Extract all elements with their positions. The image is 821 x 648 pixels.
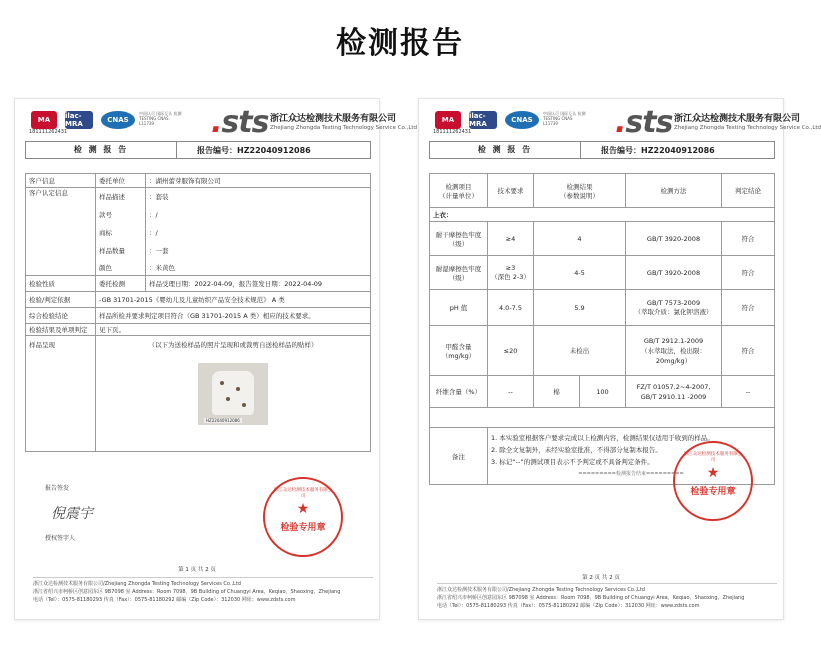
requirement-cell: ≥4 xyxy=(488,222,534,256)
fiber-name-cell: 棉 xyxy=(534,376,580,408)
photo-note: （以下为送检样品的照片呈现和或裁剪自送检样品的贴样） xyxy=(148,341,318,349)
footer-line: 浙江省绍兴市柯桥区创意园东区 9B7098 室 Address：Room 7098，9B Building of Chuangyi Area，Keqiao，Shaoxing，Zhejiang xyxy=(437,595,745,601)
row-key xyxy=(26,260,96,276)
table-row xyxy=(430,256,775,290)
report-title-bar xyxy=(25,141,371,159)
verdict-cell: 符合 xyxy=(722,290,775,326)
table-row xyxy=(430,326,775,376)
row-value: ：套装 xyxy=(146,188,371,206)
row-value: ：米黄色 xyxy=(146,260,371,276)
cma-cert-number: 181111262431 xyxy=(433,129,472,135)
result-cell: 4-5 xyxy=(534,256,626,290)
report-header xyxy=(25,105,418,143)
requirement-cell: -- xyxy=(488,376,534,408)
report-page-1 xyxy=(14,98,418,620)
company-name-en: Zhejiang Zhongda Testing Technology Service Co.,Ltd xyxy=(270,125,418,131)
sts-logo: .sts xyxy=(211,105,269,140)
requirement-cell: 4.0-7.5 xyxy=(488,290,534,326)
photo-label: 样品呈现 xyxy=(26,336,96,452)
ilac-logo-icon: ilac-MRA xyxy=(469,111,497,129)
verdict-cell: 符合 xyxy=(722,222,775,256)
row-field: 颜色 xyxy=(96,260,146,276)
photo-caption: HZ22040912086 xyxy=(206,418,240,423)
table-row xyxy=(430,376,775,408)
remark-label: 备注 xyxy=(430,428,488,485)
table-row xyxy=(430,290,775,326)
print-dot xyxy=(226,397,230,401)
table-row xyxy=(26,174,371,188)
page-number: 第 1 页 共 2 页 xyxy=(178,567,216,573)
conclusion-label: 综合检验结论 xyxy=(26,308,96,324)
signature-image: 倪震宇 xyxy=(51,506,93,522)
report-label: 检 测 报 告 xyxy=(430,142,581,158)
method-cell: GB/T 7573-2009 （萃取介质：氯化钾溶液） xyxy=(626,290,722,326)
result-value: 见下页。 xyxy=(96,324,371,336)
result-cell: 5.9 xyxy=(534,290,626,326)
table-row xyxy=(26,336,371,452)
table-row xyxy=(26,188,371,206)
row-key: 客户信息 xyxy=(26,174,96,188)
table-row xyxy=(26,292,371,308)
print-dot xyxy=(220,381,224,385)
cnas-logo-icon: CNAS xyxy=(505,111,539,129)
fiber-value-cell: 100 xyxy=(580,376,626,408)
sts-logo: .sts xyxy=(615,105,673,140)
table-row xyxy=(26,324,371,336)
result-label: 检验结果及单项判定 xyxy=(26,324,96,336)
method-cell: FZ/T 01057.2~4-2007, GB/T 2910.11 -2009 xyxy=(626,376,722,408)
remark-line: 3. 标记“--”的测试项目表示不予判定或不具备判定条件。 xyxy=(491,458,654,466)
row-value: ：一套 xyxy=(146,242,371,260)
verdict-cell: 符合 xyxy=(722,256,775,290)
print-dot xyxy=(236,387,240,391)
footer xyxy=(33,577,373,604)
company-name-cn: 浙江众达检测技术服务有限公司 xyxy=(674,114,801,124)
nature-label: 检验性质 xyxy=(26,276,96,292)
requirement-cell: ≥3 （深色 2-3） xyxy=(488,256,534,290)
footer-line: 电话（Tel）：0575-81180293 传真（Fax）：0575-81180292 邮编（Zip Code）：312030 网址：www.zdsts.com xyxy=(33,597,296,603)
report-header xyxy=(429,105,821,143)
verdict-cell: 符合 xyxy=(722,326,775,376)
sign-label: 报告签发 xyxy=(45,485,70,492)
signer-label: 授权签字人 xyxy=(45,535,76,542)
report-title-bar xyxy=(429,141,775,159)
table-header-row xyxy=(430,174,775,208)
item-cell: 纤维含量（%） xyxy=(430,376,488,408)
page-title: 检测报告 xyxy=(336,26,464,61)
item-cell: 甲醛含量 （mg/kg） xyxy=(430,326,488,376)
garment-image xyxy=(212,371,254,415)
verdict-cell: -- xyxy=(722,376,775,408)
official-seal-stamp: 浙江众达检测技术服务有限公司 ★ 检验专用章 xyxy=(673,441,753,521)
method-cell: GB/T 3920-2008 xyxy=(626,256,722,290)
photo-cell xyxy=(96,336,371,452)
report-page-2 xyxy=(418,98,821,620)
table-row xyxy=(26,308,371,324)
company-name-en: Zhejiang Zhongda Testing Technology Service Co.,Ltd xyxy=(674,125,821,131)
row-value: ：/ xyxy=(146,206,371,224)
sample-photo xyxy=(198,363,268,425)
report-info-table xyxy=(25,173,371,452)
report-end-line: =========检测报告结束========= xyxy=(578,471,684,477)
item-cell: pH 值 xyxy=(430,290,488,326)
conclusion-value: 样品所检并要求判定项目符合（GB 31701-2015 A 类）相应的技术要求。 xyxy=(96,308,371,324)
table-row xyxy=(26,276,371,292)
table-row xyxy=(26,224,371,242)
result-cell: 未检出 xyxy=(534,326,626,376)
footer-line: 电话（Tel）：0575-81180293 传真（Fax）：0575-81180292 邮编（Zip Code）：312030 网址：www.zdsts.com xyxy=(437,603,700,609)
row-field: 样品数量 xyxy=(99,247,125,255)
cma-logo-icon: MA xyxy=(31,111,57,129)
cnas-logo-icon: CNAS xyxy=(101,111,135,129)
column-header: 技术要求 xyxy=(488,174,534,208)
row-value: ：湖州蕾芽服饰有限公司 xyxy=(146,174,371,188)
remark-line: 2. 除全文复制外，未经实验室批准，不得部分复制本报告。 xyxy=(491,446,662,454)
cnas-text: 中国认可 国际互认 检测 TESTING CNAS L11739 xyxy=(543,111,586,126)
report-number: 报告编号：HZ22040912086 xyxy=(197,145,311,155)
footer-line: 浙江众达检测技术服务有限公司/Zhejiang Zhongda Testing Technology Services Co.,Ltd xyxy=(437,587,645,593)
method-cell: GB/T 2912.1-2009 （水萃取法，检出限： 20mg/kg） xyxy=(626,326,722,376)
table-row xyxy=(430,208,775,222)
nature-value: 委托检测 xyxy=(96,276,146,292)
print-dot xyxy=(242,403,246,407)
section-label: 上衣： xyxy=(430,208,775,222)
column-header: 检测项目 （计量单位） xyxy=(430,174,488,208)
spacer-cell xyxy=(430,408,775,428)
footer xyxy=(437,583,777,610)
report-number: 报告编号：HZ22040912086 xyxy=(601,145,715,155)
star-icon: ★ xyxy=(706,464,720,481)
dates-cell: 样品受理日期：2022-04-09，报告签发日期：2022-04-09 xyxy=(146,276,371,292)
result-cell: 4 xyxy=(534,222,626,256)
footer-line: 浙江众达检测技术服务有限公司/Zhejiang Zhongda Testing Technology Services Co.,Ltd xyxy=(33,581,241,587)
basis-label: 检验/判定依据 xyxy=(26,292,96,308)
row-value: ：/ xyxy=(146,224,371,242)
cma-cert-number: 181111262431 xyxy=(29,129,68,135)
basis-value: -GB 31701-2015《婴幼儿及儿童纺织产品安全技术规范》 A 类 xyxy=(96,292,371,308)
row-key xyxy=(26,242,96,260)
table-row xyxy=(430,408,775,428)
table-row xyxy=(430,222,775,256)
official-seal-stamp: 浙江众达检测技术服务有限公司 ★ 检验专用章 xyxy=(263,477,343,557)
report-label: 检 测 报 告 xyxy=(26,142,177,158)
row-field: 商标 xyxy=(99,229,112,237)
cma-logo-icon: MA xyxy=(435,111,461,129)
row-field: 款号 xyxy=(99,211,112,219)
row-key: 客户认定信息 xyxy=(26,188,96,206)
cnas-text: 中国认可 国际互认 检测 TESTING CNAS L11739 xyxy=(139,111,182,126)
column-header: 判定结论 xyxy=(722,174,775,208)
page-number: 第 2 页 共 2 页 xyxy=(582,575,620,581)
method-cell: GB/T 3920-2008 xyxy=(626,222,722,256)
column-header: 检测方法 xyxy=(626,174,722,208)
table-row xyxy=(26,242,371,260)
requirement-cell: ≤20 xyxy=(488,326,534,376)
row-key xyxy=(26,224,96,242)
item-cell: 耐干摩擦色牢度 （级） xyxy=(430,222,488,256)
ilac-logo-icon: ilac-MRA xyxy=(65,111,93,129)
remark-line: 1. 本实验室根据客户要求完成以上检测内容，检测结果仅适用于收到的样品。 xyxy=(491,434,714,442)
item-cell: 耐湿摩擦色牢度 （级） xyxy=(430,256,488,290)
table-row xyxy=(26,206,371,224)
star-icon: ★ xyxy=(296,500,310,517)
test-results-table xyxy=(429,173,775,485)
row-field: 样品描述 xyxy=(99,193,125,202)
column-header: 检测结果 （参数说明） xyxy=(534,174,626,208)
row-field: 委托单位 xyxy=(96,174,146,188)
company-name-cn: 浙江众达检测技术服务有限公司 xyxy=(270,114,397,124)
footer-line: 浙江省绍兴市柯桥区创意园东区 9B7098 室 Address：Room 7098，9B Building of Chuangyi Area，Keqiao，Shaoxing，Zhejiang xyxy=(33,589,341,595)
table-row xyxy=(26,260,371,276)
row-key xyxy=(26,206,96,224)
